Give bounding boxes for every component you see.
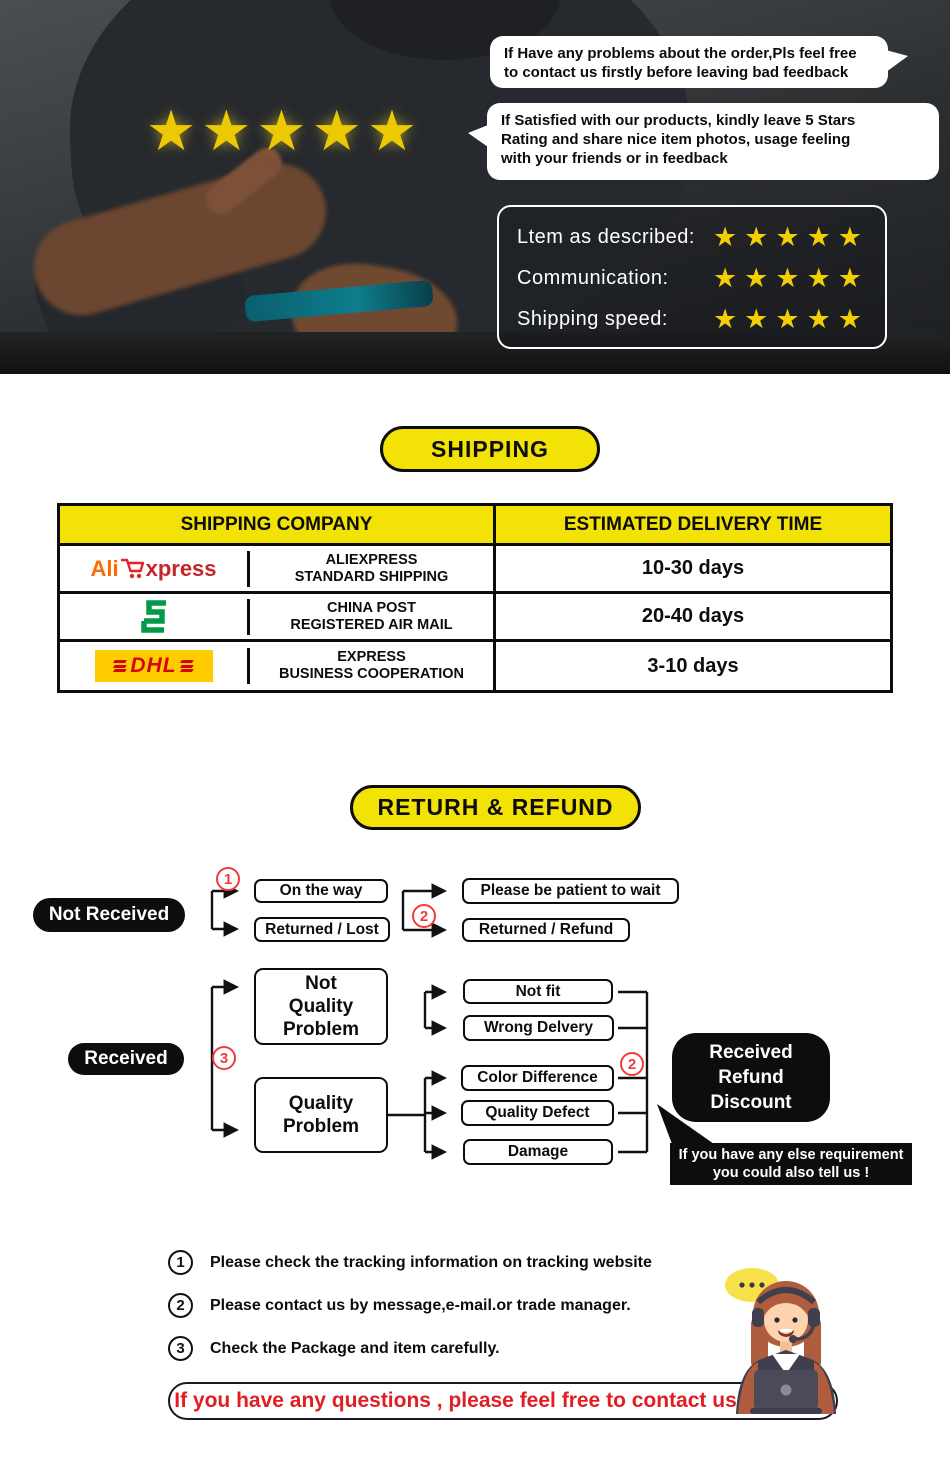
note-number-circle: 1 [168,1250,193,1275]
box-line: Refund [718,1067,784,1088]
box-line: Problem [282,1116,360,1137]
wrong-delivery-box: Wrong Delvery [463,1015,614,1041]
note-number-circle: 2 [168,1293,193,1318]
received-pill: Received [68,1043,184,1075]
step-2-circle: 2 [412,904,436,928]
box-line: Problem [282,1019,360,1040]
color-difference-box: Color Difference [461,1065,614,1091]
not-received-pill: Not Received [33,898,185,932]
bubble-text: If Satisfied with our products, kindly leave 5 Stars [501,112,856,129]
table-row-dhl [60,642,890,690]
method-line: BUSINESS COOPERATION [278,666,465,682]
header-shipping-company: SHIPPING COMPANY [60,506,496,543]
rating-row-shipping-speed [517,299,869,340]
five-star-rating: ★★★★★ [712,263,869,293]
bubble-text: Rating and share nice item photos, usage feeling [501,131,851,148]
banner-line: If you have any else requirement [678,1147,904,1163]
rating-row-item-described [517,217,869,258]
method-line: STANDARD SHIPPING [294,568,449,585]
shipping-section-badge: SHIPPING [380,426,600,472]
on-the-way-box: On the way [254,879,388,903]
speech-bubble-satisfied [487,103,939,180]
delivery-time: 3-10 days [647,654,739,677]
box-line: Not [305,973,337,994]
rating-label: Shipping speed: [517,308,668,330]
box-line: Discount [710,1092,792,1113]
shipping-table-header [60,506,890,546]
return-refund-section-badge: RETURH & REFUND [350,785,641,830]
bubble-tail [886,50,908,72]
return-refund-flowchart [0,840,950,1230]
china-post-emblem-icon [60,597,247,637]
shopping-cart-icon [119,556,146,581]
customer-service-agent-icon [714,1258,854,1418]
box-line: Quality [288,1093,354,1114]
method-line: ALIEXPRESS [325,551,418,568]
bubble-text: with your friends or in feedback [501,150,728,167]
tell-us-banner [670,1143,912,1185]
hero-photo [0,0,950,374]
dhl-logo [60,650,247,682]
bubble-tail [468,125,488,147]
rating-box [497,205,887,349]
footnotes [168,1250,652,1379]
table-row-china-post [60,594,890,642]
dhl-stripes [181,660,193,672]
method-line: REGISTERED AIR MAIL [290,616,453,633]
shipping-table [57,503,893,693]
returned-refund-box: Returned / Refund [462,918,630,942]
received-refund-discount-box [672,1033,830,1122]
dhl-stripes [114,660,126,672]
xpress-logo-text: xpress [145,555,217,581]
step-1-circle: 1 [216,867,240,891]
five-star-rating: ★★★★★ [712,222,869,252]
note-3 [168,1336,652,1361]
note-number-circle: 3 [168,1336,193,1361]
delivery-time: 20-40 days [641,605,745,627]
bubble-text: If Have any problems about the order,Pls feel free [504,45,857,62]
header-delivery-time: ESTIMATED DELIVERY TIME [563,513,823,535]
note-2 [168,1293,652,1318]
quality-problem-box [254,1077,388,1153]
rating-label: Communication: [517,267,669,289]
table-row-aliexpress [60,546,890,594]
note-text: Please contact us by message,e-mail.or trade manager. [210,1296,631,1314]
box-line: Quality [288,996,354,1017]
quality-defect-box: Quality Defect [461,1100,614,1126]
rating-row-communication [517,258,869,299]
method-line: CHINA POST [327,599,416,616]
dhl-logo-text: DHL [130,654,177,677]
note-text: Check the Package and item carefully. [210,1339,500,1357]
step-3-circle: 3 [212,1046,236,1070]
please-wait-box: Please be patient to wait [462,878,679,904]
rating-label: Ltem as described: [517,226,695,248]
delivery-time: 10-30 days [641,557,745,579]
speech-bubble-problems [490,36,888,88]
note-1 [168,1250,652,1275]
banner-line: you could also tell us ! [712,1165,870,1181]
damage-box: Damage [463,1139,613,1165]
not-fit-box: Not fit [463,979,613,1004]
aliexpress-logo [60,556,247,582]
method-line: EXPRESS [337,649,406,665]
returned-lost-box: Returned / Lost [254,917,390,942]
bubble-text: to contact us firstly before leaving bad feedback [504,64,849,81]
note-text: Please check the tracking information on tracking website [210,1253,652,1271]
contact-message: If you have any questions , please feel free to contact us [174,1389,737,1412]
five-stars-graphic: ★★★★★ [146,99,423,162]
not-quality-problem-box [254,968,388,1045]
box-line: Received [709,1042,793,1063]
ali-logo-text: Ali [90,555,119,581]
five-star-rating: ★★★★★ [712,304,869,334]
step-2-circle: 2 [620,1052,644,1076]
